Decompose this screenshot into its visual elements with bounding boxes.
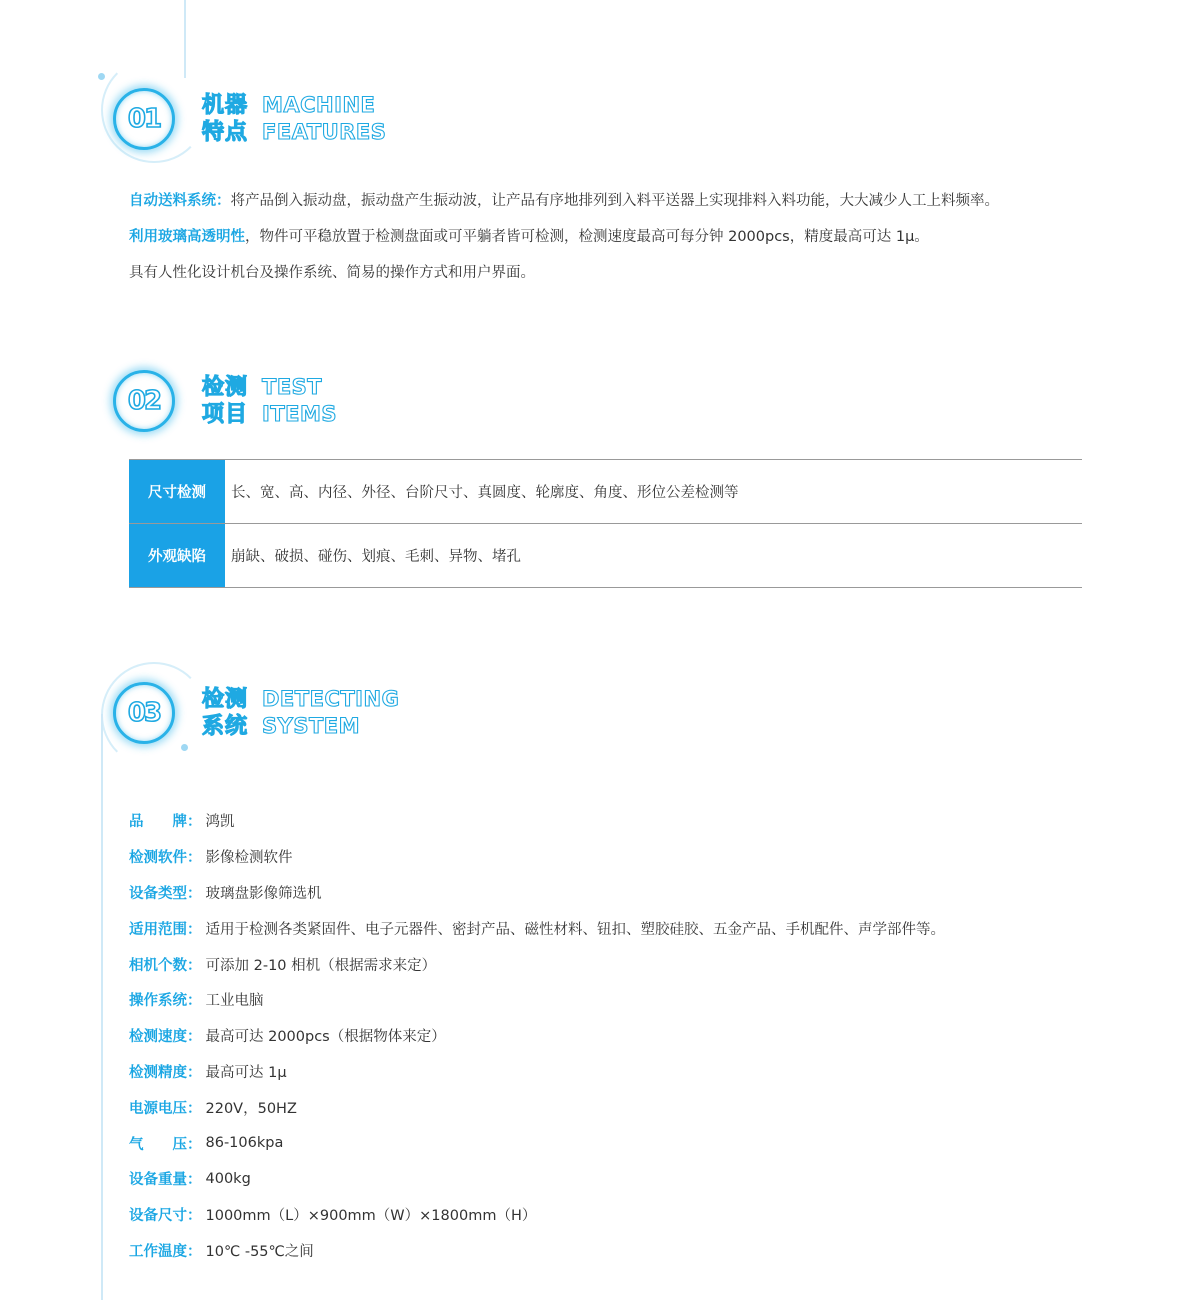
title-en-line2: ITEMS [262, 402, 338, 426]
row-label: 尺寸检测 [129, 460, 225, 523]
spec-list [129, 803, 945, 1268]
spec-label: 操作系统： [129, 993, 202, 1010]
spec-label: 设备尺寸： [129, 1208, 202, 1225]
spec-item [129, 803, 945, 839]
spec-label: 工作温度： [129, 1243, 202, 1260]
title-en-line1: DETECTING [262, 687, 400, 711]
title-cn-line2: 系统 [202, 714, 249, 739]
feature-highlight: 利用玻璃高透明性 [129, 229, 245, 245]
feature-text: 具有人性化设计机台及操作系统、简易的操作方式和用户界面。 [129, 265, 535, 281]
title-cn-line1: 检测 [202, 687, 249, 712]
spec-value: 适用于检测各类紧固件、电子元器件、密封产品、磁性材料、钮扣、塑胶硅胶、五金产品、手机配件、声学部件等。 [205, 921, 945, 938]
spec-value: 可添加 2-10 相机（根据需求来定） [205, 957, 437, 974]
section-title [202, 92, 386, 146]
spec-label: 设备重量： [129, 1172, 202, 1189]
section-title [202, 374, 337, 428]
feature-highlight: 自动送料系统： [129, 193, 231, 209]
feature-line [129, 255, 999, 291]
spec-item [129, 1054, 945, 1090]
spec-item [129, 1089, 945, 1125]
spec-value: 400kg [205, 1170, 251, 1187]
spec-value: 最高可达 1μ [205, 1064, 287, 1081]
spec-label: 相机个数： [129, 957, 202, 974]
spec-item [129, 1018, 945, 1054]
row-value: 长、宽、高、内径、外径、台阶尺寸、真圆度、轮廓度、角度、形位公差检测等 [231, 485, 739, 501]
spec-value: 1000mm（L）×900mm（W）×1800mm（H） [205, 1208, 537, 1225]
spec-value: 工业电脑 [205, 993, 264, 1010]
row-label: 外观缺陷 [129, 524, 225, 587]
feature-line [129, 219, 999, 255]
spec-label: 设备类型： [129, 885, 202, 902]
section-title [202, 686, 399, 740]
spec-item [129, 839, 945, 875]
spec-value: 最高可达 2000pcs（根据物体来定） [205, 1029, 446, 1046]
spec-value: 220V，50HZ [205, 1100, 297, 1117]
title-en-line2: SYSTEM [262, 714, 361, 738]
section-number-badge: 01 [113, 88, 175, 150]
spec-label: 适用范围： [129, 921, 202, 938]
feature-line [129, 183, 999, 219]
spec-item [129, 910, 945, 946]
feature-text: 将产品倒入振动盘，振动盘产生振动波，让产品有序地排列到入料平送器上实现排料入料功能，大大减少人工上料频率。 [230, 193, 999, 209]
spec-label: 检测速度： [129, 1029, 202, 1046]
spec-value: 玻璃盘影像筛选机 [205, 885, 322, 902]
spec-label: 气 压： [129, 1136, 202, 1153]
title-en-line1: TEST [262, 375, 323, 399]
test-items-table [129, 459, 1082, 588]
spec-item [129, 1197, 945, 1233]
spec-value: 10℃ -55℃之间 [205, 1243, 314, 1260]
bottom-vertical-line [101, 714, 103, 1300]
features-text [129, 183, 999, 291]
spec-item [129, 1125, 945, 1161]
section-number-badge: 02 [113, 370, 175, 432]
spec-item [129, 946, 945, 982]
title-cn-line1: 机器 [202, 93, 249, 118]
section-header-detecting-system [113, 678, 399, 748]
spec-item [129, 982, 945, 1018]
spec-value: 86-106kpa [205, 1135, 284, 1152]
spec-item [129, 875, 945, 911]
title-cn-line2: 特点 [202, 120, 249, 145]
spec-label: 检测软件： [129, 850, 202, 867]
spec-item [129, 1233, 945, 1269]
spec-value: 鸿凯 [205, 814, 235, 831]
title-cn-line1: 检测 [202, 375, 249, 400]
title-en-line1: MACHINE [262, 93, 376, 117]
feature-text: ，物件可平稳放置于检测盘面或可平躺者皆可检测，检测速度最高可每分钟 2000pcs，精度最高可达 1μ。 [245, 229, 929, 245]
spec-label: 电源电压： [129, 1100, 202, 1117]
title-cn-line2: 项目 [202, 402, 249, 427]
section-header-machine-features [113, 84, 386, 154]
title-en-line2: FEATURES [262, 120, 387, 144]
section1-dot [98, 73, 105, 80]
spec-value: 影像检测软件 [205, 850, 293, 867]
table-row [129, 524, 1082, 588]
section-number-badge: 03 [113, 682, 175, 744]
spec-item [129, 1161, 945, 1197]
spec-label: 检测精度： [129, 1064, 202, 1081]
table-row [129, 460, 1082, 524]
section-header-test-items [113, 366, 337, 436]
spec-label: 品 牌： [129, 814, 202, 831]
row-value: 崩缺、破损、碰伤、划痕、毛刺、异物、堵孔 [231, 549, 521, 565]
